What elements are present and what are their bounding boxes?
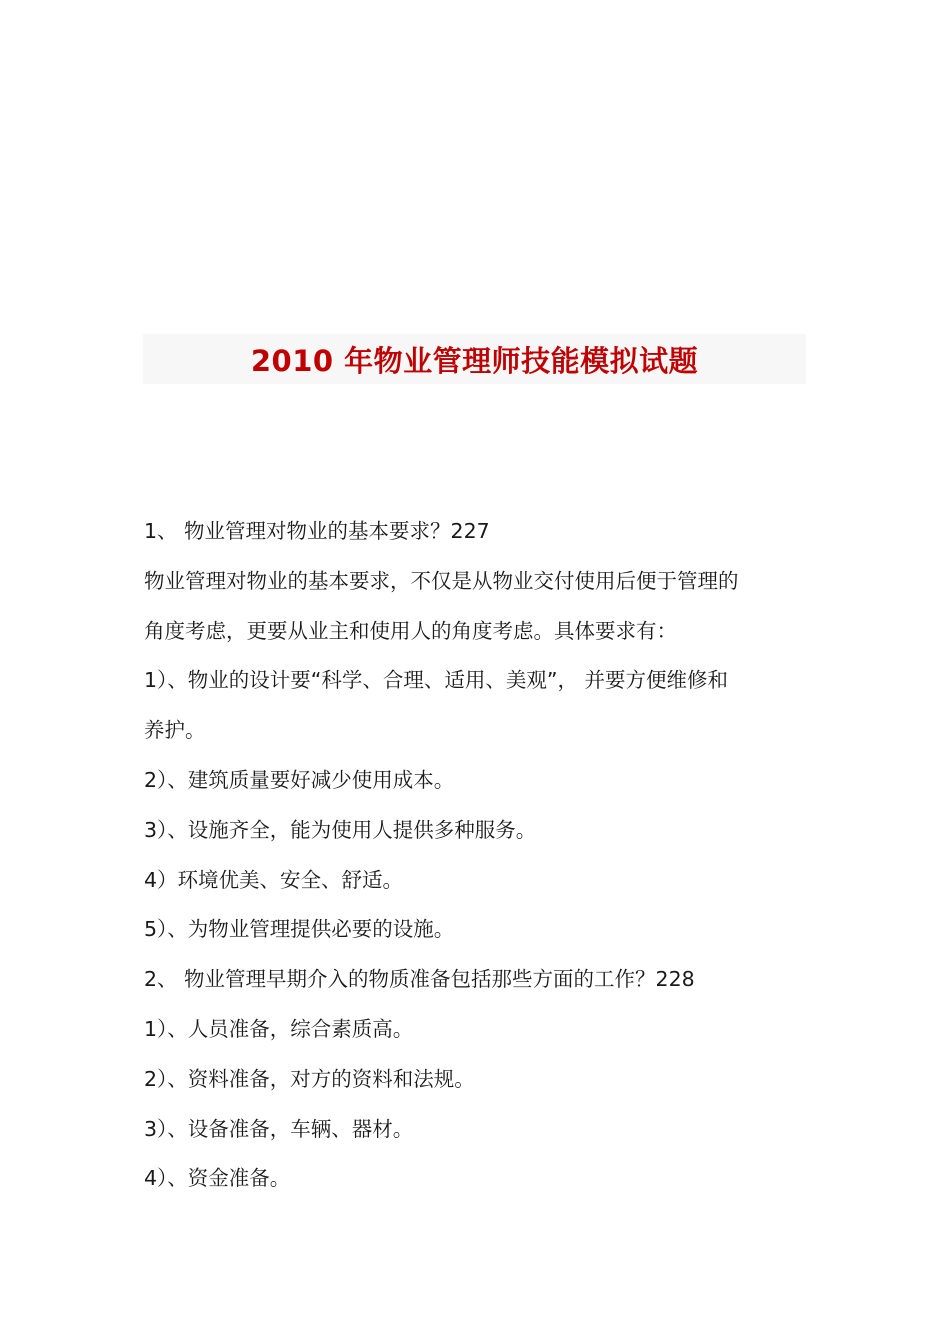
question-1-heading: 1、 物业管理对物业的基本要求？227: [144, 519, 490, 543]
answer-1-intro-line-2: 角度考虑，更要从业主和使用人的角度考虑。具体要求有：: [144, 618, 677, 643]
answer-1-item-3: 3）、设施齐全，能为使用人提供多种服务。: [144, 817, 537, 842]
document-body: [144, 507, 814, 1204]
answer-1-item-1-line-2: 养护。: [144, 718, 206, 743]
title-band: [143, 334, 806, 384]
question-2-heading: 2、 物业管理早期介入的物质准备包括那些方面的工作？228: [144, 967, 695, 992]
document-title: 2010 年物业管理师技能模拟试题: [250, 343, 699, 378]
answer-1-item-1-line-1: 1）、物业的设计要“科学、合理、适用、美观”， 并要方便维修和: [144, 668, 729, 693]
answer-2-item-4: 4）、资金准备。: [144, 1166, 291, 1191]
answer-2-item-1: 1）、人员准备，综合素质高。: [144, 1016, 414, 1041]
answer-2-item-3: 3）、设备准备，车辆、器材。: [144, 1116, 414, 1141]
answer-1-item-5: 5）、为物业管理提供必要的设施。: [144, 917, 455, 942]
answer-1-item-2: 2）、建筑质量要好减少使用成本。: [144, 767, 455, 792]
answer-1-intro-line-1: 物业管理对物业的基本要求，不仅是从物业交付使用后便于管理的: [144, 568, 739, 593]
answer-1-item-4: 4）环境优美、安全、舒适。: [144, 867, 404, 892]
answer-2-item-2: 2）、资料准备，对方的资料和法规。: [144, 1066, 475, 1091]
